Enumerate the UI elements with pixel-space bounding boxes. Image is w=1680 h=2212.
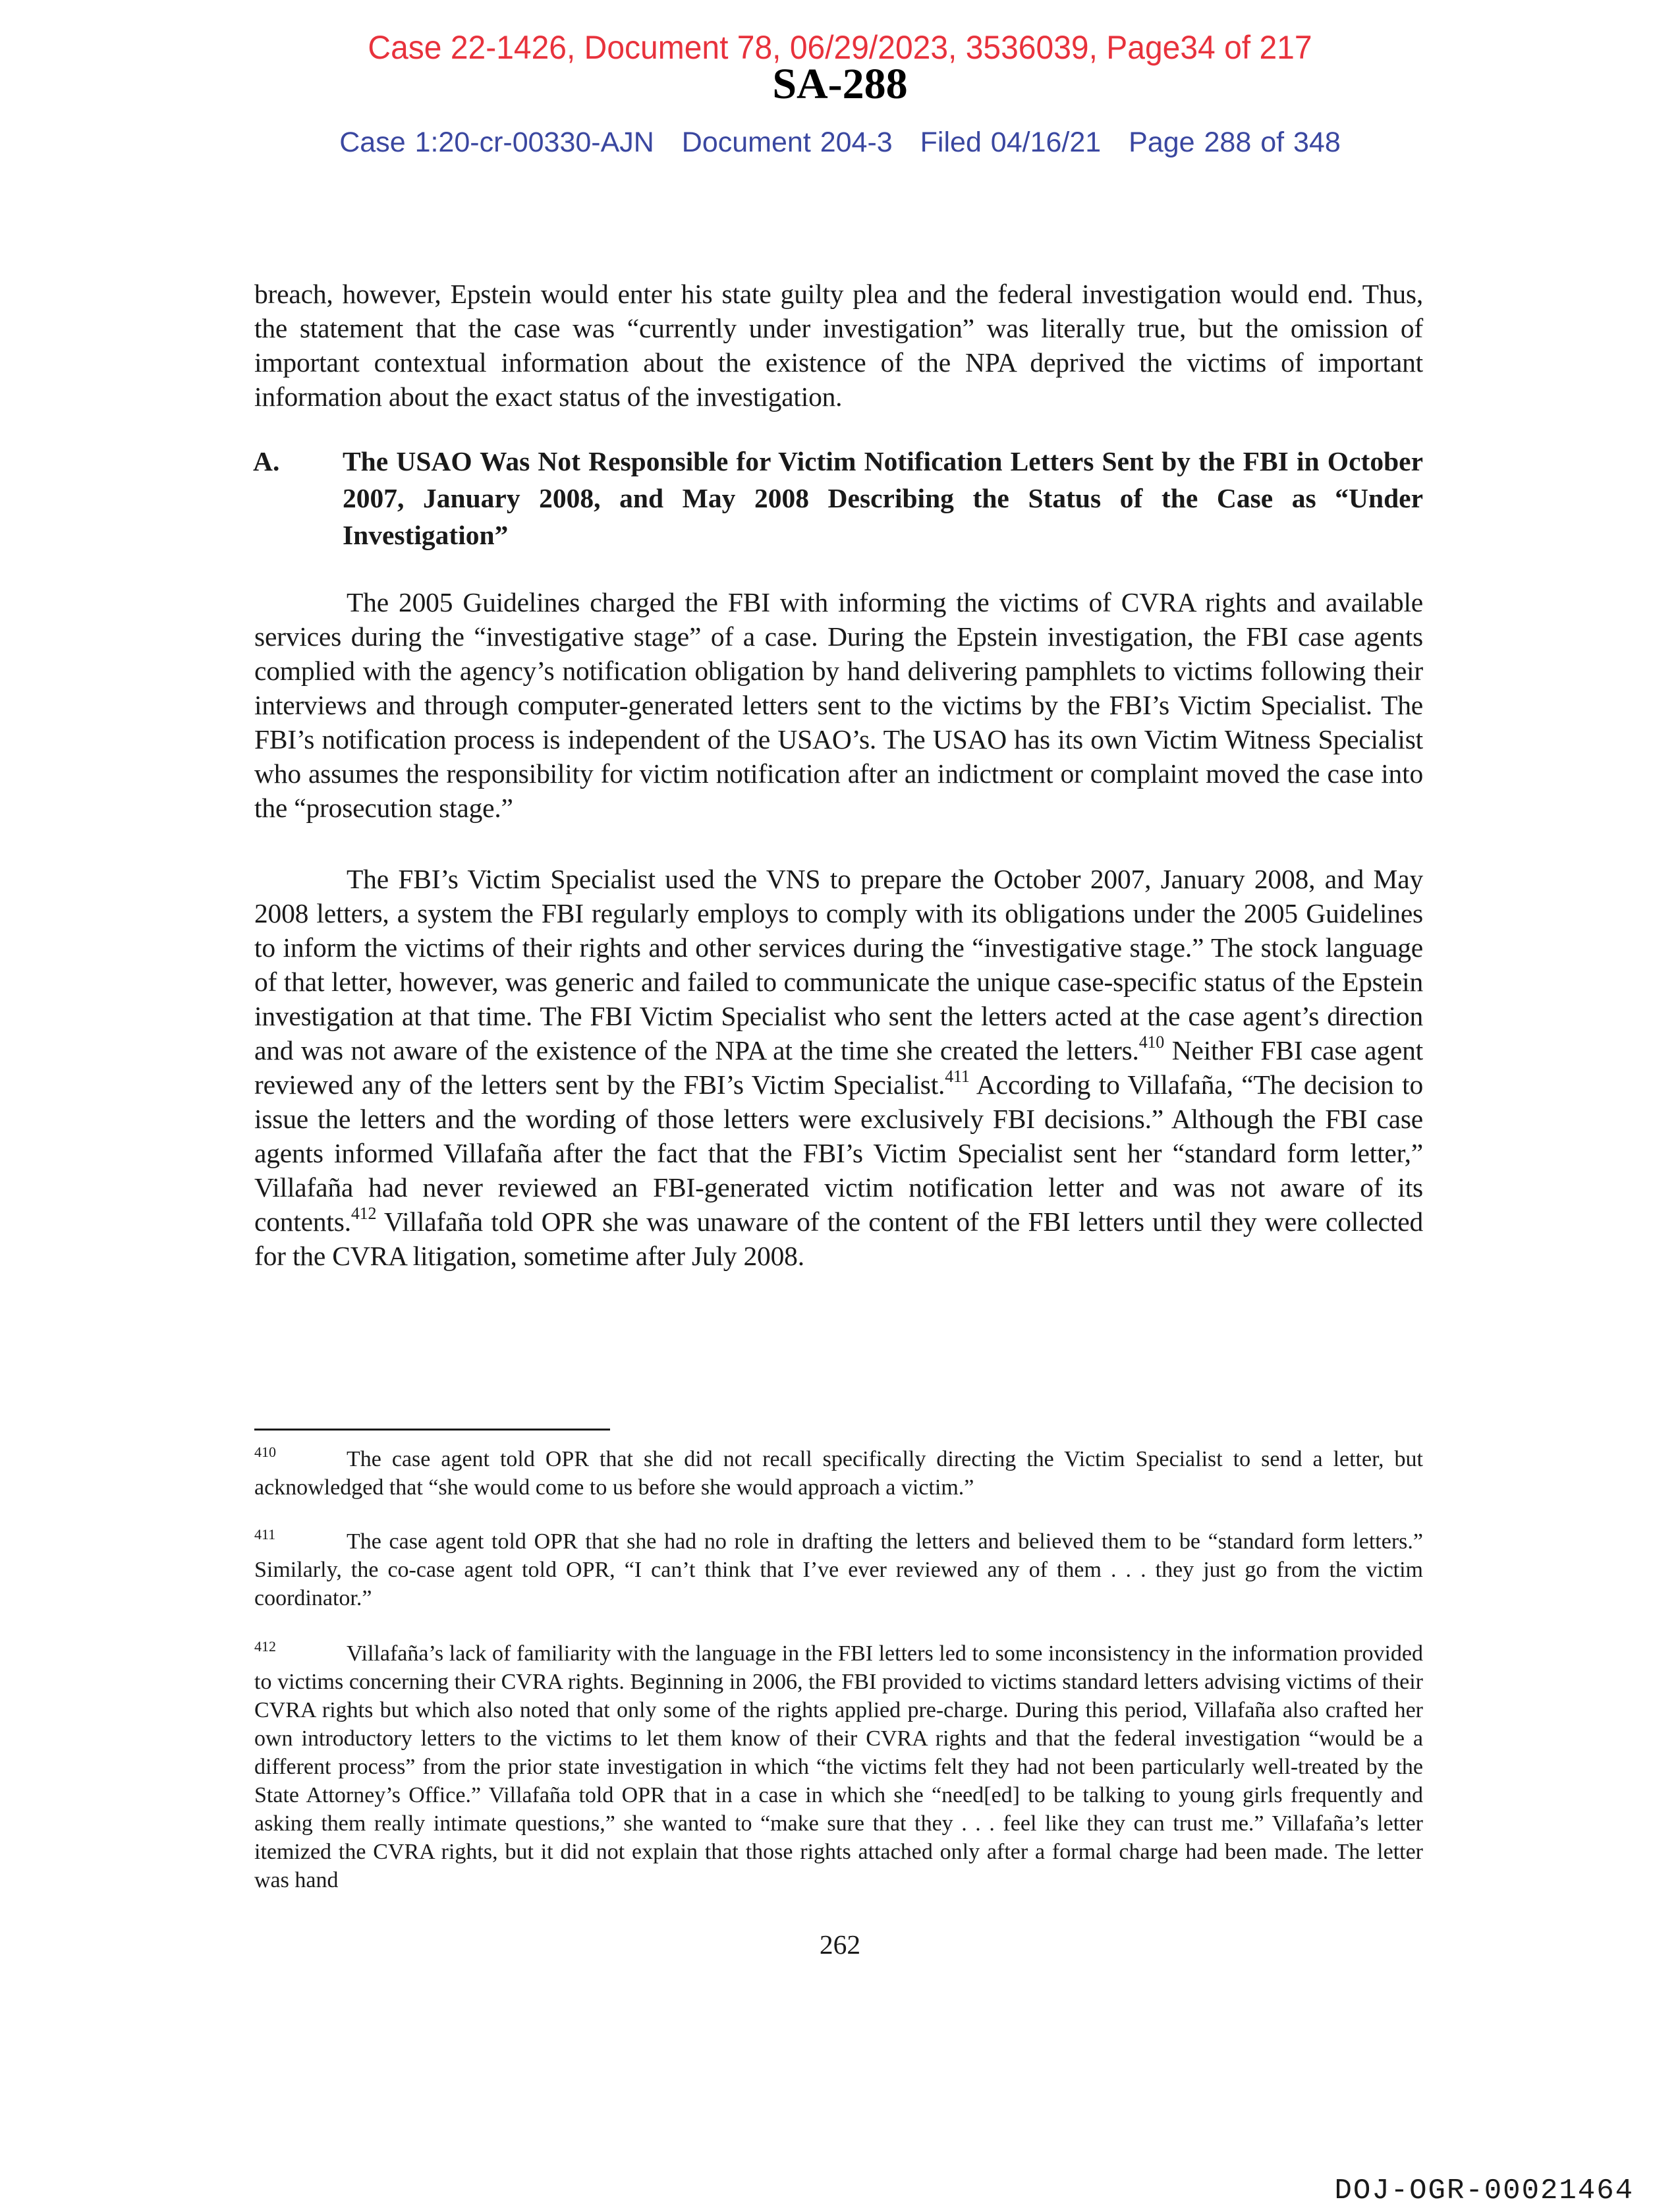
paragraph-segment: Villafaña told OPR she was unaware of the content of the FBI letters until they were collected for the CVRA litigation, sometime after July 2008.	[254, 1206, 1423, 1271]
footnote-text: The case agent told OPR that she did not recall specifically directing the Victim Specialist to send a letter, but acknowledged that “she would come to us before she would approach a victim.”	[254, 1447, 1423, 1500]
district-case-number: Case 1:20-cr-00330-AJN	[339, 127, 654, 158]
footnote-ref-412[interactable]: 412	[350, 1204, 377, 1223]
section-heading-title: The USAO Was Not Responsible for Victim Notification Letters Sent by the FBI in October 2007, January 2008, and May 2008 Describing the Status of the Case as “Under Investigation”	[343, 446, 1423, 550]
district-document-number: Document 204-3	[681, 127, 893, 158]
paragraph-segment: The FBI’s Victim Specialist used the VNS to prepare the October 2007, January 2008, and May 2008 letters, a system the FBI regularly employs to comply with its obligations under the 2005 Guidelines to inform the victims of their rights and other services during the “investigative stage.” The stock language of that letter, however, was generic and failed to communicate the unique case-specific status of the Epstein investigation at that time. The FBI Victim Specialist who sent the letters acted at the case agent’s direction and was not aware of the existence of the NPA at the time she created the letters.	[254, 864, 1423, 1065]
bates-number: DOJ-OGR-00021464	[1334, 2174, 1634, 2207]
footnote-text: Villafaña’s lack of familiarity with the language in the FBI letters led to some inconsistency in the information provided to victims concerning their CVRA rights. Beginning in 2006, the FBI provided to victims standard letters advising victims of their CVRA rights but which also noted that only some of the rights applied pre-charge. During this period, Villafaña also crafted her own introductory letters to the victims to let them know of their CVRA rights and that the federal investigation “would be a different process” from the prior state investigation in which “the victims felt they had not been particularly well-treated by the State Attorney’s Office.” Villafaña told OPR that in a case in which she “need[ed] to be talking to young girls frequently and asking them really intimate questions,” she wanted to “make sure that they . . . feel like they can trust me.” Villafaña’s letter itemized the CVRA rights, but it did not explain that those rights attached only after a formal charge had been made. The letter was hand	[254, 1641, 1423, 1892]
district-case-stamp	[0, 125, 1680, 159]
paragraph-segment: Neither FBI case agent reviewed any of the letters sent by the FBI’s Victim Specialist.	[254, 1035, 1423, 1100]
section-heading	[253, 443, 1423, 553]
body-paragraph-1	[254, 277, 1423, 414]
district-page-count: Page 288 of 348	[1129, 127, 1341, 158]
page-number: 262	[819, 1929, 861, 1960]
section-heading-label: A.	[253, 446, 280, 476]
paragraph-text	[254, 862, 1423, 1273]
appellate-case-stamp: Case 22-1426, Document 78, 06/29/2023, 3536039, Page34 of 217	[368, 29, 1312, 66]
paragraph-segment: According to Villafaña, “The decision to issue the letters and the wording of those letters were exclusively FBI decisions.” Although the FBI case agents informed Villafaña after the fact that the FBI’s Victim Specialist sent her “standard form letter,” Villafaña had never reviewed an FBI-generated victim notification letter and was not aware of its contents.	[254, 1069, 1423, 1237]
footnote-ref-410[interactable]: 410	[1138, 1033, 1165, 1052]
paragraph-text: The 2005 Guidelines charged the FBI with informing the victims of CVRA rights and available services during the “investigative stage” of a case. During the Epstein investigation, the FBI case agents complied with the agency’s notification obligation by hand delivering pamphlets to victims following their interviews and through computer-generated letters sent to the victims by the FBI’s Victim Specialist. The FBI’s notification process is independent of the USAO’s. The USAO has its own Victim Witness Specialist who assumes the responsibility for victim notification after an indictment or complaint moved the case into the “prosecution stage.”	[254, 587, 1423, 823]
body-paragraph-2	[254, 585, 1423, 825]
footnote-411: 411 The case agent told OPR that she had no role in drafting the letters and believed them to be “standard form letters.” Similarly, the co-case agent told OPR, “I can’t think that I’ve ever reviewed any of them . . . they just go from the victim coordinator.”	[254, 1526, 1423, 1610]
appendix-page-label: SA-288	[772, 60, 908, 108]
district-filed-date: Filed 04/16/21	[920, 127, 1102, 158]
body-paragraph-3	[254, 862, 1423, 1273]
footnote-ref-411[interactable]: 411	[945, 1067, 970, 1086]
footnote-412: 412 Villafaña’s lack of familiarity with the language in the FBI letters led to some inconsistency in the information provided to victims concerning their CVRA rights. Beginning in 2006, the FBI provided to victims standard letters advising victims of their CVRA rights but which also noted that only some of the rights applied pre-charge. During this period, Villafaña also crafted her own introductory letters to the victims to let them know of their CVRA rights and that the federal investigation “would be a different process” from the prior state investigation in which “the victims felt they had not been particularly well-treated by the State Attorney’s Office.” Villafaña told OPR that in a case in which she “need[ed] to be talking to young girls frequently and asking them really intimate questions,” she wanted to “make sure that they . . . feel like they can trust me.” Villafaña’s letter itemized the CVRA rights, but it did not explain that those rights attached only after a formal charge had been made. The letter was hand	[254, 1638, 1423, 1892]
footnote-divider	[254, 1429, 610, 1431]
footnote-410: 410 The case agent told OPR that she did not recall specifically directing the Victim Specialist to send a letter, but acknowledged that “she would come to us before she would approach a victim.”	[254, 1444, 1423, 1500]
paragraph-text: breach, however, Epstein would enter his state guilty plea and the federal investigation would end. Thus, the statement that the case was “currently under investigation” was literally true, but the omission of important contextual information about the existence of the NPA deprived the victims of important information about the exact status of the investigation.	[254, 279, 1423, 412]
footnote-text: The case agent told OPR that she had no role in drafting the letters and believed them to be “standard form letters.” Similarly, the co-case agent told OPR, “I can’t think that I’ve ever reviewed any of them . . . they just go from the victim coordinator.”	[254, 1529, 1423, 1610]
